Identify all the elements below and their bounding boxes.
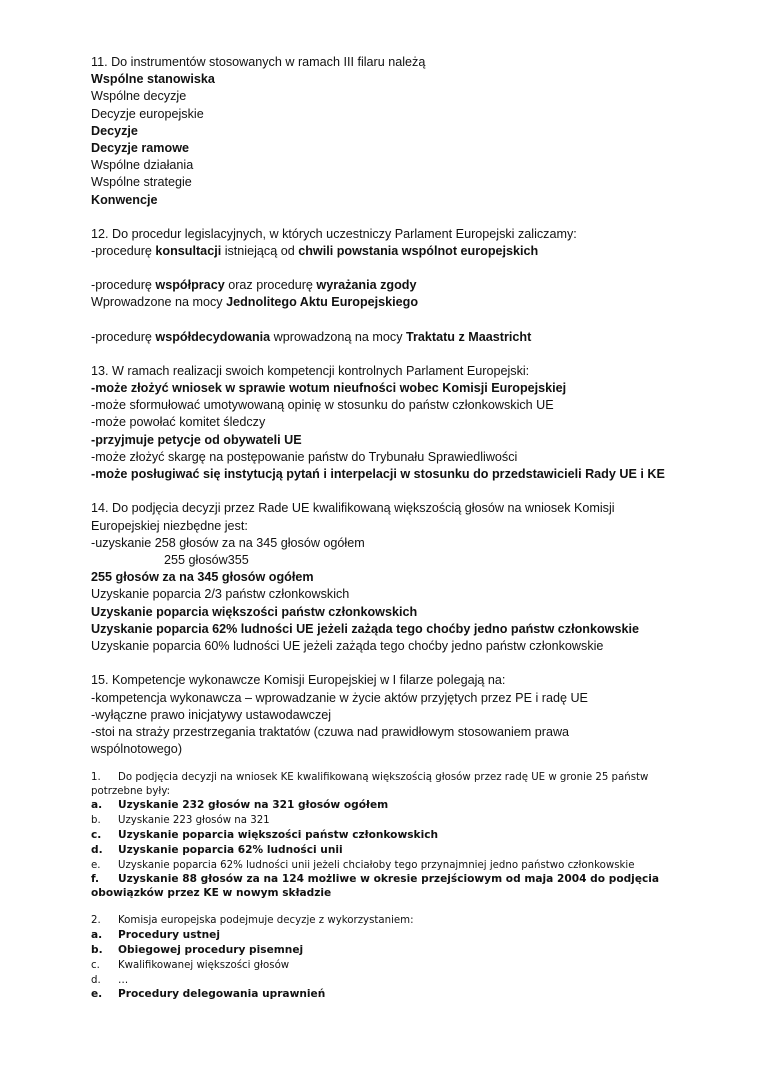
q11-item: Wspólne działania: [91, 158, 194, 172]
q13-question: 13. W ramach realizacji swoich kompetencji kontrolnych Parlament Europejski:: [91, 364, 530, 378]
q14-item: Uzyskanie poparcia 2/3 państw członkowskich: [91, 587, 350, 601]
q14-item: Uzyskanie poparcia większości państw członkowskich: [91, 605, 418, 619]
p1-option: e. Uzyskanie poparcia 62% ludności unii jeżeli chciałoby tego przynajmniej jedno państwo członkowskie: [91, 860, 635, 871]
q11-item: Decyzje: [91, 124, 138, 138]
q13-item: -może powołać komitet śledczy: [91, 415, 266, 429]
p1-option: f. Uzyskanie 88 głosów za na 124 możliwe w okresie przejściowym od maja 2004 do podjęcia: [91, 873, 660, 885]
q12-question: 12. Do procedur legislacyjnych, w których uczestniczy Parlament Europejski zaliczamy:: [91, 227, 577, 241]
p1-option: c. Uzyskanie poparcia większości państw członkowskich: [91, 829, 439, 841]
q11-item: Decyzje europejskie: [91, 107, 204, 121]
q11-item: Wspólne stanowiska: [91, 72, 215, 86]
p2-option: c. Kwalifikowanej większości głosów: [91, 960, 290, 971]
q13-item: -może sformułować umotywowaną opinię w stosunku do państw członkowskich UE: [91, 398, 554, 412]
p2-question: 2. Komisja europejska podejmuje decyzje z wykorzystaniem:: [91, 915, 414, 926]
q13-item: -może złożyć wniosek w sprawie wotum nieufności wobec Komisji Europejskiej: [91, 381, 567, 395]
q14-item: Uzyskanie poparcia 62% ludności UE jeżeli zażąda tego choćby jedno państw członkowskie: [91, 622, 639, 636]
q14-note: -uzyskanie 258 głosów za na 345 głosów ogółem: [91, 536, 365, 550]
q12-line-codecision: -procedurę współdecydowania wprowadzoną na mocy Traktatu z Maastricht: [91, 330, 532, 344]
p1-option: b. Uzyskanie 223 głosów na 321: [91, 815, 270, 826]
p1-question-line2: potrzebne były:: [91, 786, 171, 797]
p1-option: d. Uzyskanie poparcia 62% ludności unii: [91, 844, 343, 856]
q15-line: -wyłączne prawo inicjatywy ustawodawczej: [91, 708, 332, 722]
q15-question: 15. Kompetencje wykonawcze Komisji Europejskiej w I filarze polegają na:: [91, 673, 506, 687]
p2-option: d. …: [91, 975, 129, 986]
q15-line: -kompetencja wykonawcza – wprowadzanie w życie aktów przyjętych przez PE i radę UE: [91, 691, 588, 705]
q13-item: -może posługiwać się instytucją pytań i interpelacji w stosunku do przedstawicieli Rady UE i KE: [91, 467, 665, 481]
p1-option-continuation: obowiązków przez KE w nowym składzie: [91, 887, 332, 899]
q12-line-consultation: -procedurę konsultacji istniejącą od chwili powstania wspólnot europejskich: [91, 244, 539, 258]
q11-item: Konwencje: [91, 193, 158, 207]
p2-option: e. Procedury delegowania uprawnień: [91, 988, 326, 1000]
q15-line: -stoi na straży przestrzegania traktatów (czuwa nad prawidłowym stosowaniem prawa: [91, 725, 570, 739]
q13-item: -może złożyć skargę na postępowanie państw do Trybunału Sprawiedliwości: [91, 450, 518, 464]
p2-option: b. Obiegowej procedury pisemnej: [91, 944, 304, 956]
p1-question-line1: 1. Do podjęcia decyzji na wniosek KE kwalifikowaną większością głosów przez radę UE w gronie 25 państw: [91, 772, 649, 783]
p1-option: a. Uzyskanie 232 głosów na 321 głosów ogółem: [91, 799, 389, 811]
q14-question-line2: Europejskiej niezbędne jest:: [91, 519, 248, 533]
q13-item: -przyjmuje petycje od obywateli UE: [91, 433, 302, 447]
q11-question: 11. Do instrumentów stosowanych w ramach III filaru należą: [91, 55, 426, 69]
q14-item: 255 głosów za na 345 głosów ogółem: [91, 570, 314, 584]
q11-item: Wspólne decyzje: [91, 89, 187, 103]
q11-item: Decyzje ramowe: [91, 141, 190, 155]
q14-question-line1: 14. Do podjęcia decyzji przez Rade UE kwalifikowaną większością głosów na wniosek Komisji: [91, 501, 615, 515]
q14-note: 255 głosów355: [164, 553, 249, 567]
p2-option: a. Procedury ustnej: [91, 929, 220, 941]
q12-line-single-act: Wprowadzone na mocy Jednolitego Aktu Europejskiego: [91, 295, 419, 309]
q11-item: Wspólne strategie: [91, 175, 192, 189]
q12-line-cooperation: -procedurę współpracy oraz procedurę wyrażania zgody: [91, 278, 417, 292]
q15-line: wspólnotowego): [91, 742, 183, 756]
q14-item: Uzyskanie poparcia 60% ludności UE jeżeli zażąda tego choćby jedno państw członkowskie: [91, 639, 604, 653]
